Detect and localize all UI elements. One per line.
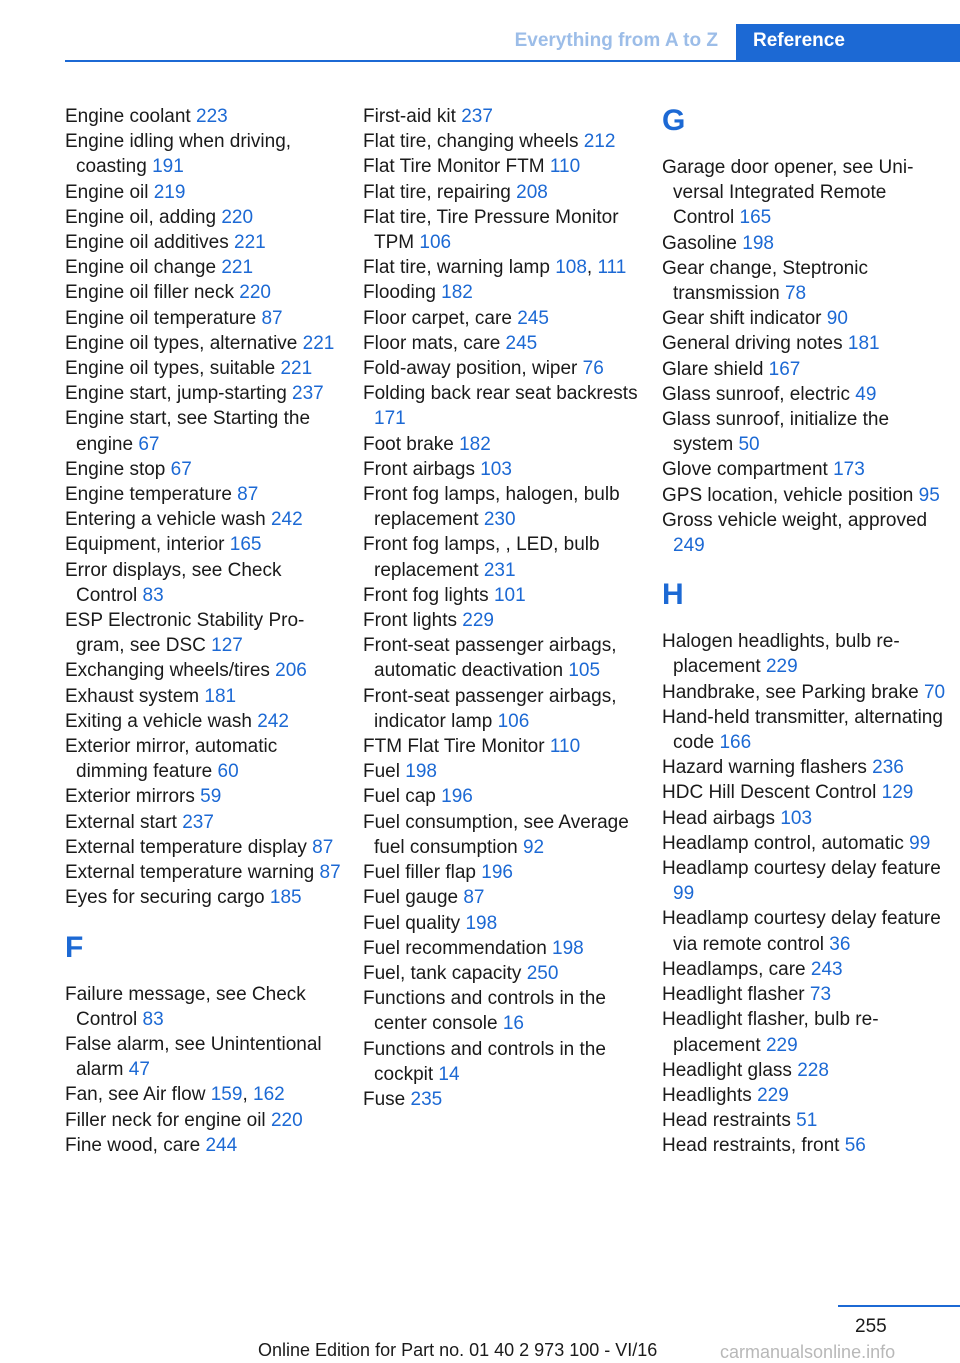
index-entry bbox=[65, 608, 345, 658]
index-entry-term: Exterior mirror, automatic dimming feature bbox=[65, 736, 278, 783]
page-reference-link[interactable]: 106 bbox=[419, 232, 452, 254]
page-reference-link[interactable]: 51 bbox=[796, 1110, 818, 1132]
index-entry bbox=[662, 982, 952, 1007]
index-entry bbox=[65, 885, 345, 910]
index-entry-term: Headlights bbox=[662, 1084, 752, 1106]
page-reference-link[interactable]: 60 bbox=[217, 761, 239, 783]
index-entry-term: Halogen headlights, bulb replacement bbox=[662, 631, 900, 678]
index-entry bbox=[65, 810, 345, 835]
page-reference-link[interactable]: 127 bbox=[211, 635, 243, 657]
index-entry: Fan, see Air flow 159, 162 bbox=[65, 1084, 285, 1106]
index-entry bbox=[363, 180, 643, 205]
index-entry bbox=[363, 759, 643, 784]
index-entry bbox=[65, 280, 345, 305]
index-entry bbox=[65, 1032, 345, 1082]
index-entry-term: Gear change, Steptronic transmission bbox=[662, 257, 868, 305]
page-reference-link[interactable]: 191 bbox=[152, 156, 184, 178]
page-reference-link[interactable]: 198 bbox=[405, 761, 437, 783]
index-entry-term: Engine temperature bbox=[65, 484, 232, 506]
index-entry bbox=[363, 205, 643, 255]
index-entry-term: Exterior mirrors bbox=[65, 786, 195, 808]
index-entry bbox=[662, 1058, 952, 1083]
page-reference-link[interactable]: 67 bbox=[170, 458, 192, 480]
online-edition-note: Online Edition for Part no. 01 40 2 973 100 - VI/16 bbox=[258, 1340, 658, 1360]
index-entry-term: Flat Tire Monitor FTM bbox=[363, 156, 545, 178]
index-entry-term: Flat tire, Tire Pressure Monitor TPM bbox=[363, 206, 619, 254]
index-entry bbox=[65, 784, 345, 809]
page-reference-link[interactable]: 99 bbox=[909, 832, 931, 854]
index-entry bbox=[662, 806, 952, 831]
index-entry bbox=[65, 658, 345, 683]
index-entry-term: Functions and controls in the cockpit bbox=[363, 1038, 606, 1085]
index-entry-term: General driving notes bbox=[662, 333, 843, 355]
index-entry-term: Flat tire, warning lamp bbox=[363, 257, 550, 279]
index-entry-term: Entering a vehicle wash bbox=[65, 509, 266, 531]
index-letter-heading: H bbox=[662, 578, 684, 612]
index-entry-term: Engine idling when driving, coasting bbox=[65, 131, 292, 178]
page-reference-link[interactable]: 87 bbox=[312, 836, 334, 858]
index-entry bbox=[662, 256, 952, 306]
footer-rule bbox=[838, 1305, 960, 1307]
index-entry-term: Glove compartment bbox=[662, 459, 828, 481]
index-entry: Flat tire, warning lamp 108, 111 bbox=[363, 257, 627, 279]
page-reference-link[interactable]: 162 bbox=[253, 1084, 285, 1106]
index-entry bbox=[65, 532, 345, 557]
page-reference-link[interactable]: 198 bbox=[742, 232, 774, 254]
index-entry bbox=[662, 155, 952, 231]
index-entry-term: Fuel cap bbox=[363, 786, 436, 808]
index-entry-term: Hazard warning flashers bbox=[662, 757, 867, 779]
index-entry bbox=[65, 406, 345, 456]
page-reference-link[interactable]: 73 bbox=[809, 984, 832, 1006]
index-entry-term: Gasoline bbox=[662, 232, 737, 254]
index-entry bbox=[363, 306, 643, 331]
index-entry bbox=[363, 381, 643, 431]
index-entry-term: Engine oil bbox=[65, 181, 149, 203]
page-reference-link[interactable]: 181 bbox=[204, 685, 237, 707]
index-entry-term: Glass sunroof, initialize the system bbox=[662, 409, 890, 456]
page-reference-link[interactable]: 243 bbox=[810, 958, 843, 980]
page-reference-link[interactable]: 110 bbox=[549, 736, 581, 758]
index-entry bbox=[65, 129, 345, 179]
page-reference-link[interactable]: 245 bbox=[505, 332, 538, 354]
page-reference-link[interactable]: 87 bbox=[463, 887, 485, 909]
index-entry-term: Exiting a vehicle wash bbox=[65, 710, 252, 732]
index-entry-term: Hand-held transmitter, alternating code bbox=[662, 706, 943, 754]
index-entry-term: Engine stop bbox=[65, 458, 166, 480]
page-reference-link[interactable]: 101 bbox=[493, 584, 526, 606]
index-entry bbox=[65, 205, 345, 230]
index-column-3 bbox=[662, 104, 952, 1159]
index-entry-term: Front fog lamps, , LED, bulb replacement bbox=[363, 534, 600, 581]
index-entry bbox=[65, 306, 345, 331]
index-entry-term: Front airbags bbox=[363, 458, 475, 480]
index-entry bbox=[363, 432, 643, 457]
index-entry-term: Glare shield bbox=[662, 358, 764, 380]
page-reference-link[interactable]: 229 bbox=[757, 1084, 789, 1106]
page-reference-link[interactable]: 228 bbox=[797, 1059, 829, 1081]
page-reference-link[interactable]: 219 bbox=[153, 181, 186, 203]
page-reference-link[interactable]: 92 bbox=[522, 836, 545, 858]
index-entry bbox=[363, 684, 643, 734]
page-reference-link[interactable]: 212 bbox=[583, 131, 616, 153]
page-reference-link[interactable]: 105 bbox=[568, 660, 601, 682]
index-entry-term: Front-seat passenger airbags, indicator lamp bbox=[363, 685, 617, 732]
index-entry-term: Fuel, tank capacity bbox=[363, 962, 522, 984]
page-reference-link[interactable]: 220 bbox=[239, 282, 271, 304]
page-reference-link[interactable]: 173 bbox=[833, 459, 865, 481]
index-entry bbox=[363, 885, 643, 910]
index-entry-term: Fan, see Air flow bbox=[65, 1084, 206, 1106]
index-entry bbox=[363, 860, 643, 885]
index-entry-term: Fine wood, care bbox=[65, 1134, 201, 1156]
header-tab-label: Reference bbox=[753, 30, 845, 51]
index-entry bbox=[662, 629, 952, 679]
index-entry-term: Garage door opener, see Universal Integrated Remote Control bbox=[662, 157, 914, 229]
page-reference-link[interactable]: 196 bbox=[481, 862, 513, 884]
index-entry bbox=[65, 835, 345, 860]
page-reference-link[interactable]: 171 bbox=[374, 408, 406, 430]
index-entry-term: External start bbox=[65, 811, 177, 833]
index-entry-term: Engine start, see Starting the engine bbox=[65, 408, 311, 455]
index-entry-term: Engine oil types, suitable bbox=[65, 358, 276, 380]
index-entry-term: Headlamps, care bbox=[662, 958, 806, 980]
index-entry-term: Fuel filler flap bbox=[363, 862, 476, 884]
index-entry bbox=[363, 961, 643, 986]
index-entry-term: HDC Hill Descent Control bbox=[662, 782, 877, 804]
index-entry bbox=[363, 633, 643, 683]
page-reference-link[interactable]: 16 bbox=[502, 1013, 524, 1035]
index-entry bbox=[662, 831, 952, 856]
index-entry bbox=[65, 709, 345, 734]
index-entry bbox=[662, 407, 952, 457]
index-entry-term: Gross vehicle weight, approved bbox=[662, 509, 928, 531]
index-entry bbox=[662, 906, 952, 956]
index-entry bbox=[662, 957, 952, 982]
index-entry-term: Engine oil filler neck bbox=[65, 282, 234, 304]
page-reference-link[interactable]: 76 bbox=[582, 358, 604, 380]
page-reference-link[interactable]: 220 bbox=[270, 1109, 303, 1131]
index-entry bbox=[65, 104, 345, 129]
index-entry-term: Engine oil, adding bbox=[65, 206, 217, 228]
index-entry bbox=[662, 1133, 952, 1158]
page-reference-link[interactable]: 166 bbox=[719, 732, 752, 754]
page-reference-link[interactable]: 250 bbox=[526, 962, 559, 984]
page-reference-link[interactable]: 59 bbox=[200, 786, 222, 808]
page-reference-link[interactable]: 231 bbox=[483, 559, 516, 581]
page-reference-link[interactable]: 103 bbox=[480, 458, 512, 480]
index-entry bbox=[363, 482, 643, 532]
index-entry bbox=[662, 331, 952, 356]
page-reference-link[interactable]: 198 bbox=[552, 937, 584, 959]
index-entry bbox=[662, 680, 952, 705]
header-section-title: Everything from A to Z bbox=[514, 30, 718, 51]
index-entry bbox=[363, 734, 643, 759]
index-entry-term: Engine coolant bbox=[65, 106, 191, 127]
index-entry-term: Failure message, see Check Control bbox=[65, 983, 306, 1030]
index-entry-term: Front fog lights bbox=[363, 584, 489, 606]
index-entry-term: Equipment, interior bbox=[65, 534, 225, 556]
index-entry-term: Head restraints, front bbox=[662, 1135, 840, 1157]
index-entry-term: Head restraints bbox=[662, 1110, 791, 1132]
index-entry-term: Fold-away position, wiper bbox=[363, 358, 578, 380]
index-entry-term: Headlight glass bbox=[662, 1059, 792, 1081]
page-reference-link[interactable]: 67 bbox=[138, 433, 160, 455]
page-reference-link[interactable]: 83 bbox=[142, 584, 164, 606]
index-entry bbox=[662, 382, 952, 407]
index-entry-term: Headlamp control, automatic bbox=[662, 832, 904, 854]
page-reference-link[interactable]: 165 bbox=[739, 207, 772, 229]
index-entry-term: External temperature warning bbox=[65, 862, 315, 884]
index-letter-heading: G bbox=[662, 104, 686, 137]
index-entry bbox=[65, 507, 345, 532]
index-entry bbox=[363, 457, 643, 482]
index-entry bbox=[363, 583, 643, 608]
index-entry bbox=[65, 558, 345, 608]
page-reference-link[interactable]: 182 bbox=[459, 433, 491, 455]
index-entry bbox=[65, 734, 345, 784]
index-entry-term: Filler neck for engine oil bbox=[65, 1109, 266, 1131]
page-reference-link[interactable]: 129 bbox=[881, 782, 914, 804]
page-reference-link[interactable]: 229 bbox=[765, 656, 798, 678]
page-reference-link[interactable]: 221 bbox=[234, 232, 266, 254]
index-entry bbox=[363, 356, 643, 381]
page-reference-link[interactable]: 165 bbox=[229, 534, 262, 556]
index-entry-term: False alarm, see Unintentional alarm bbox=[65, 1033, 322, 1081]
index-entry-term: Headlight flasher, bulb replacement bbox=[662, 1009, 879, 1056]
page-reference-link[interactable]: 78 bbox=[784, 283, 807, 305]
index-entry bbox=[363, 784, 643, 809]
index-entry bbox=[65, 356, 345, 381]
header-tab-reference bbox=[736, 24, 960, 62]
index-entry bbox=[363, 810, 643, 860]
index-entry-term: GPS location, vehicle position bbox=[662, 484, 914, 506]
index-entry bbox=[363, 280, 643, 305]
page-reference-link[interactable]: 237 bbox=[182, 811, 214, 833]
index-entry-term: Fuel consumption, see Average fuel consumption bbox=[363, 811, 629, 858]
page-reference-link[interactable]: 185 bbox=[269, 887, 302, 909]
page-reference-link[interactable]: 198 bbox=[465, 912, 498, 934]
index-entry-term: Head airbags bbox=[662, 807, 776, 829]
index-entry bbox=[65, 331, 345, 356]
page-reference-link[interactable]: 208 bbox=[516, 181, 548, 203]
index-entry-term: Handbrake, see Parking brake bbox=[662, 681, 919, 703]
page-reference-link[interactable]: 90 bbox=[826, 308, 848, 330]
index-entry bbox=[65, 381, 345, 406]
index-entry bbox=[363, 532, 643, 582]
page-reference-link[interactable]: 95 bbox=[918, 484, 940, 506]
page-reference-link[interactable]: 206 bbox=[275, 660, 307, 682]
index-entry-term: Headlight flasher bbox=[662, 984, 805, 1006]
index-entry bbox=[363, 331, 643, 356]
index-entry bbox=[662, 508, 952, 558]
page-reference-link[interactable]: 230 bbox=[483, 509, 516, 531]
index-entry bbox=[65, 982, 345, 1032]
index-entry bbox=[363, 1037, 643, 1087]
index-entry-term: Fuel quality bbox=[363, 912, 461, 934]
page-reference-link[interactable]: 70 bbox=[923, 681, 946, 703]
index-entry-term: Engine oil temperature bbox=[65, 307, 257, 329]
index-entry bbox=[662, 705, 952, 755]
page-reference-link[interactable]: 50 bbox=[738, 434, 760, 456]
page-reference-link[interactable]: 110 bbox=[549, 156, 581, 178]
index-entry-term: Flat tire, changing wheels bbox=[363, 131, 579, 153]
index-entry-term: Headlamp courtesy delay feature via remote control bbox=[662, 908, 941, 955]
page-reference-link[interactable]: 108 bbox=[555, 257, 587, 279]
index-entry-term: External temperature display bbox=[65, 836, 307, 858]
index-entry bbox=[662, 856, 952, 906]
page-reference-link[interactable]: 106 bbox=[497, 710, 530, 732]
page-reference-link[interactable]: 47 bbox=[128, 1059, 150, 1081]
index-entry-term: Glass sunroof, electric bbox=[662, 383, 850, 405]
page-reference-link[interactable]: 196 bbox=[441, 786, 473, 808]
index-column-2 bbox=[363, 104, 643, 1112]
page-reference-link[interactable]: 223 bbox=[196, 106, 228, 127]
page-reference-link[interactable]: 249 bbox=[673, 535, 705, 557]
index-entry-term: Flooding bbox=[363, 282, 436, 304]
index-entry-term: Engine oil types, alternative bbox=[65, 332, 298, 354]
index-entry-term: Fuel bbox=[363, 761, 400, 783]
index-entry bbox=[65, 255, 345, 280]
index-entry bbox=[65, 482, 345, 507]
page-reference-link[interactable]: 103 bbox=[780, 807, 813, 829]
index-entry bbox=[363, 129, 643, 154]
index-entry bbox=[363, 986, 643, 1036]
index-entry-term: Engine start, jump-starting bbox=[65, 383, 287, 405]
page-reference-link[interactable]: 221 bbox=[221, 257, 254, 279]
page-reference-link[interactable]: 36 bbox=[829, 933, 851, 955]
index-entry bbox=[65, 457, 345, 482]
page-reference-link[interactable]: 87 bbox=[319, 862, 341, 884]
index-entry bbox=[65, 860, 345, 885]
page-reference-link[interactable]: 99 bbox=[673, 883, 695, 905]
index-entry-term: Fuse bbox=[363, 1088, 406, 1110]
page-reference-link[interactable]: 49 bbox=[855, 383, 877, 405]
index-entry-term: Engine oil additives bbox=[65, 232, 229, 254]
index-entry bbox=[363, 104, 643, 129]
index-entry-term: Functions and controls in the center console bbox=[363, 988, 606, 1035]
index-entry bbox=[363, 1087, 643, 1112]
index-entry bbox=[662, 1083, 952, 1108]
page-reference-link[interactable]: 111 bbox=[597, 257, 627, 279]
index-entry bbox=[65, 1108, 345, 1133]
page-reference-link[interactable]: 235 bbox=[410, 1088, 443, 1110]
page-reference-link[interactable]: 220 bbox=[221, 206, 254, 228]
index-entry-term: Folding back rear seat backrests bbox=[363, 383, 638, 405]
index-entry bbox=[363, 936, 643, 961]
index-entry bbox=[65, 684, 345, 709]
page-number: 255 bbox=[855, 1316, 887, 1337]
index-entry-term: Engine oil change bbox=[65, 257, 217, 279]
index-entry bbox=[65, 1133, 345, 1158]
index-entry bbox=[662, 231, 952, 256]
index-entry bbox=[662, 306, 952, 331]
index-entry-term: Front fog lamps, halogen, bulb replacement bbox=[363, 484, 620, 531]
page-reference-link[interactable]: 87 bbox=[237, 484, 259, 506]
page-reference-link[interactable]: 14 bbox=[438, 1063, 460, 1085]
index-entry-term: Exchanging wheels/tires bbox=[65, 660, 270, 682]
index-letter-heading: F bbox=[65, 930, 84, 964]
page-reference-link[interactable]: 56 bbox=[844, 1135, 866, 1157]
page-reference-link[interactable]: 181 bbox=[847, 333, 880, 355]
index-entry-term: Eyes for securing cargo bbox=[65, 887, 265, 909]
index-entry-term: Floor mats, care bbox=[363, 332, 501, 354]
index-entry-term: First-aid kit bbox=[363, 106, 456, 127]
index-entry bbox=[662, 357, 952, 382]
index-entry bbox=[65, 180, 345, 205]
page-reference-link[interactable]: 83 bbox=[142, 1008, 164, 1030]
index-entry-term: Front lights bbox=[363, 610, 457, 632]
page-reference-link[interactable]: 221 bbox=[280, 358, 313, 380]
watermark: carmanualsonline.info bbox=[720, 1342, 896, 1362]
page-reference-link[interactable]: 242 bbox=[257, 710, 289, 732]
index-entry-term: Gear shift indicator bbox=[662, 308, 822, 330]
page-reference-link[interactable]: 245 bbox=[517, 307, 549, 329]
index-entry-term: Headlamp courtesy delay feature bbox=[662, 858, 941, 880]
page-reference-link[interactable]: 244 bbox=[205, 1134, 238, 1156]
index-entry bbox=[363, 911, 643, 936]
page-reference-link[interactable]: 237 bbox=[461, 106, 493, 127]
index-column-1 bbox=[65, 104, 345, 1158]
index-entry bbox=[363, 608, 643, 633]
page-reference-link[interactable]: 159 bbox=[210, 1084, 243, 1106]
index-entry-term: Exhaust system bbox=[65, 685, 200, 707]
index-entry bbox=[662, 483, 952, 508]
page-reference-link[interactable]: 167 bbox=[768, 358, 801, 380]
index-entry bbox=[65, 230, 345, 255]
page-reference-link[interactable]: 182 bbox=[441, 282, 473, 304]
page-reference-link[interactable]: 242 bbox=[270, 509, 303, 531]
index-entry bbox=[662, 780, 952, 805]
index-entry-term: Error displays, see Check Control bbox=[65, 559, 282, 606]
index-entry-term: Flat tire, repairing bbox=[363, 181, 511, 203]
index-entry-term: Fuel gauge bbox=[363, 887, 459, 909]
page-reference-link[interactable]: 87 bbox=[261, 307, 283, 329]
page-reference-link[interactable]: 237 bbox=[292, 383, 324, 405]
index-entry-term: ESP Electronic Stability Program, see DSC bbox=[65, 610, 305, 657]
page-reference-link[interactable]: 229 bbox=[462, 610, 494, 632]
index-entry bbox=[662, 755, 952, 780]
index-entry-term: Front-seat passenger airbags, automatic deactivation bbox=[363, 635, 617, 682]
page-reference-link[interactable]: 236 bbox=[872, 757, 904, 779]
page-reference-link[interactable]: 221 bbox=[302, 332, 335, 354]
index-entry-term: Floor carpet, care bbox=[363, 307, 512, 329]
index-entry bbox=[662, 457, 952, 482]
page-reference-link[interactable]: 229 bbox=[765, 1034, 798, 1056]
index-entry bbox=[662, 1108, 952, 1133]
index-entry bbox=[662, 1007, 952, 1057]
index-entry-term: FTM Flat Tire Monitor bbox=[363, 736, 545, 758]
index-entry bbox=[363, 154, 643, 179]
index-entry-term: Fuel recommendation bbox=[363, 937, 547, 959]
index-entry-term: Foot brake bbox=[363, 433, 454, 455]
